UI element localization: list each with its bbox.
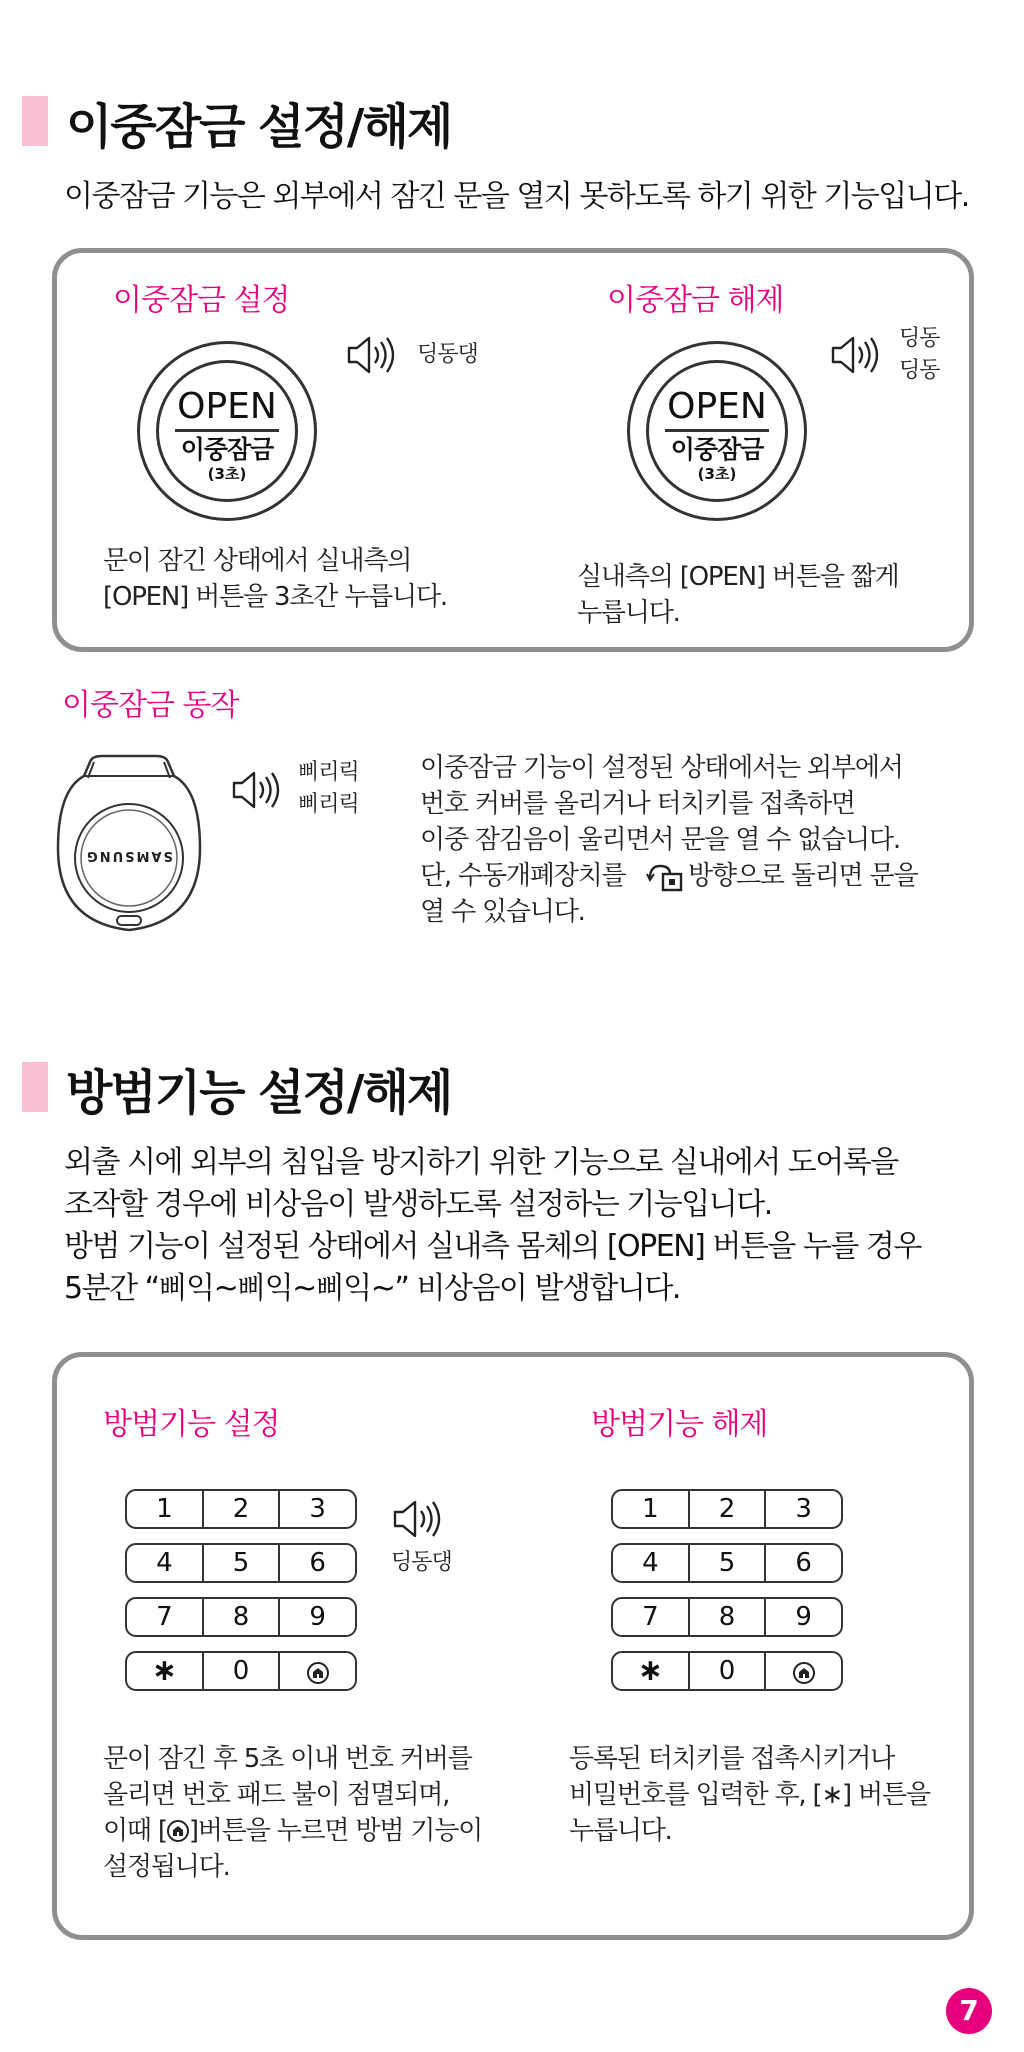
keypad-key: 3	[795, 1494, 812, 1524]
button-double-lock-label: 이중잠금	[670, 435, 764, 464]
section-marker-bar	[22, 1062, 48, 1112]
security-instructions-box	[52, 1352, 974, 1940]
home-security-icon	[307, 1662, 329, 1684]
keypad-key: 4	[127, 1545, 204, 1581]
section-title-double-lock: 이중잠금 설정/해제	[66, 99, 452, 155]
keypad-row	[611, 1543, 843, 1583]
keypad-row	[611, 1597, 843, 1637]
keypad-illustration	[125, 1489, 357, 1705]
security-set-sound: 딩동댕	[391, 1550, 452, 1575]
keypad-star-key: ∗	[127, 1653, 204, 1689]
double-lock-set-sound: 딩동댕	[417, 342, 478, 367]
section-intro-security-line1: 외출 시에 외부의 침입을 방지하기 위한 기능으로 실내에서 도어록을	[64, 1145, 898, 1180]
double-lock-release-sound-line1: 딩동	[899, 326, 940, 351]
door-lock-outdoor-unit-illustration	[54, 752, 204, 934]
button-duration-label: (3초)	[697, 465, 737, 483]
double-lock-set-desc-line2: [OPEN] 버튼을 3초간 누릅니다.	[103, 582, 447, 612]
keypad-key: 9	[795, 1602, 812, 1632]
keypad-security-key	[280, 1653, 355, 1689]
section-intro-security-line4: 5분간 “삐익~삐익~삐익~” 비상음이 발생합니다.	[64, 1271, 680, 1306]
double-lock-operation-desc-line2: 번호 커버를 올리거나 터치키를 접촉하면	[420, 789, 855, 819]
keypad-security-key	[766, 1653, 841, 1689]
home-security-icon	[167, 1820, 189, 1842]
keypad-key: 5	[690, 1545, 767, 1581]
keypad-key: 1	[127, 1491, 204, 1527]
speaker-icon	[230, 770, 286, 814]
double-lock-release-heading: 이중잠금 해제	[607, 283, 784, 318]
section-intro-double-lock: 이중잠금 기능은 외부에서 잠긴 문을 열지 못하도록 하기 위한 기능입니다.	[64, 179, 969, 214]
double-lock-release-desc-line1: 실내측의 [OPEN] 버튼을 짧게	[577, 562, 899, 592]
section-intro-security-line3: 방범 기능이 설정된 상태에서 실내측 몸체의 [OPEN] 버튼을 누를 경우	[64, 1229, 921, 1264]
button-duration-label: (3초)	[207, 465, 247, 483]
keypad-key: 0	[204, 1653, 281, 1689]
section-intro-security-line2: 조작할 경우에 비상음이 발생하도록 설정하는 기능입니다.	[64, 1187, 772, 1222]
open-double-lock-button-illustration	[137, 341, 317, 521]
security-set-desc-line4: 설정됩니다.	[103, 1852, 230, 1882]
keypad-key: 7	[613, 1599, 690, 1635]
double-lock-operation-sound-line2: 삐리릭	[298, 792, 359, 817]
keypad-key: 8	[690, 1599, 767, 1635]
security-release-desc-line3: 누릅니다.	[569, 1816, 672, 1846]
double-lock-release-sound-line2: 딩동	[899, 358, 940, 383]
double-lock-instructions-box	[52, 248, 974, 652]
keypad-key: 2	[690, 1491, 767, 1527]
double-lock-set-desc-line1: 문이 잠긴 상태에서 실내측의	[103, 546, 412, 576]
button-open-label: OPEN	[667, 386, 767, 427]
keypad-key: 2	[204, 1491, 281, 1527]
double-lock-operation-desc-line1: 이중잠금 기능이 설정된 상태에서는 외부에서	[420, 753, 903, 783]
double-lock-operation-sound-line1: 삐리릭	[298, 760, 359, 785]
keypad-row	[125, 1651, 357, 1691]
page-number-badge: 7	[946, 1988, 992, 2034]
keypad-row	[125, 1597, 357, 1637]
security-set-desc-line2: 올리면 번호 패드 불이 점멸되며,	[103, 1780, 450, 1810]
double-lock-operation-desc-line3: 이중 잠김음이 울리면서 문을 열 수 없습니다.	[420, 825, 900, 855]
security-release-desc-line2: 비밀번호를 입력한 후, [∗] 버튼을	[569, 1780, 930, 1810]
double-lock-operation-desc-line4b: 방향으로 돌리면 문을	[688, 861, 918, 891]
keypad-key: 9	[309, 1602, 326, 1632]
keypad-key: 1	[613, 1491, 690, 1527]
keypad-key: 6	[795, 1548, 812, 1578]
speaker-icon	[345, 335, 401, 379]
keypad-row	[611, 1651, 843, 1691]
double-lock-set-heading: 이중잠금 설정	[113, 283, 290, 318]
double-lock-operation-desc-line4a: 단, 수동개폐장치를	[420, 861, 626, 891]
keypad-key: 0	[690, 1653, 767, 1689]
speaker-icon	[391, 1499, 447, 1543]
keypad-row	[125, 1543, 357, 1583]
keypad-key: 5	[204, 1545, 281, 1581]
keypad-key: 7	[127, 1599, 204, 1635]
security-set-desc-line1: 문이 잠긴 후 5초 이내 번호 커버를	[103, 1744, 472, 1774]
security-release-desc-line1: 등록된 터치키를 접촉시키거나	[569, 1744, 895, 1774]
samsung-logo: SAMSUNG	[85, 848, 173, 863]
speaker-icon	[829, 335, 885, 379]
keypad-row	[611, 1489, 843, 1529]
keypad-star-key: ∗	[613, 1653, 690, 1689]
keypad-row	[125, 1489, 357, 1529]
security-set-heading: 방범기능 설정	[103, 1407, 280, 1442]
keypad-key: 8	[204, 1599, 281, 1635]
double-lock-release-desc-line2: 누릅니다.	[577, 598, 680, 628]
security-set-desc-line3: 이때 [ ]버튼을 누르면 방범 기능이	[103, 1816, 483, 1846]
security-release-heading: 방범기능 해제	[591, 1407, 768, 1442]
button-double-lock-label: 이중잠금	[180, 435, 274, 464]
open-double-lock-button-illustration	[627, 341, 807, 521]
section-title-security: 방범기능 설정/해제	[66, 1065, 452, 1121]
keypad-key: 4	[613, 1545, 690, 1581]
home-security-icon	[793, 1662, 815, 1684]
unlock-rotation-icon	[646, 862, 684, 896]
section-marker-bar	[22, 96, 48, 146]
double-lock-operation-heading: 이중잠금 동작	[62, 688, 239, 723]
double-lock-operation-desc-line5: 열 수 있습니다.	[420, 897, 585, 927]
keypad-key: 6	[309, 1548, 326, 1578]
button-open-label: OPEN	[177, 386, 277, 427]
keypad-key: 3	[309, 1494, 326, 1524]
keypad-illustration	[611, 1489, 843, 1705]
